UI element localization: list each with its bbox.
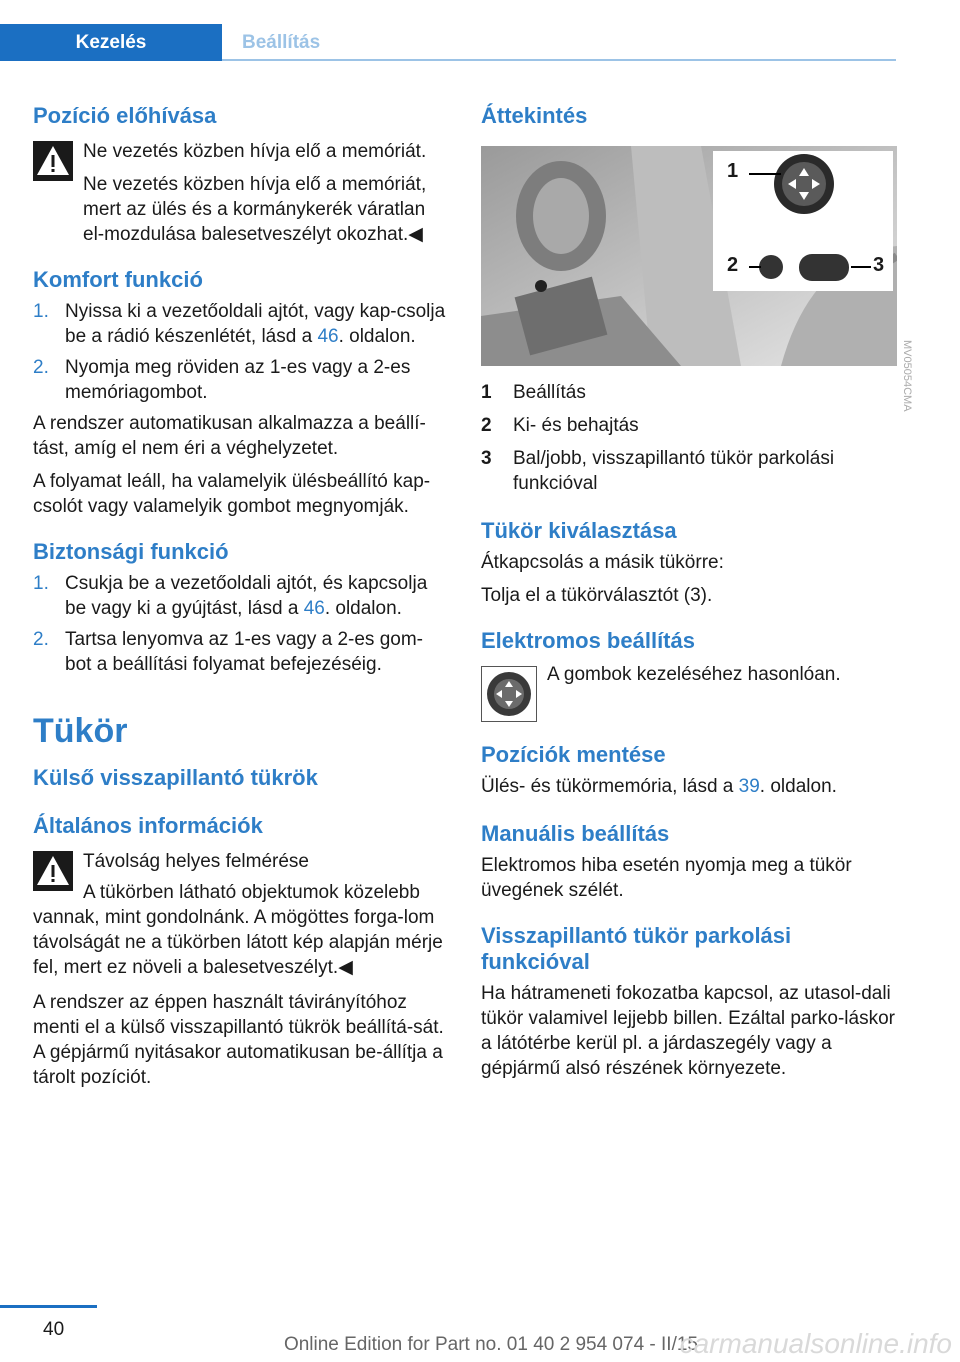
paragraph: A rendszer az éppen használt távirányítóhoz menti el a külső visszapillantó tükrök beállítá‐sát. A gépjármű nyitásakor automatikusan be‐állítja a tárolt pozíciót. bbox=[33, 992, 444, 1088]
page-link[interactable]: 39 bbox=[738, 776, 760, 797]
page-link[interactable]: 46 bbox=[317, 326, 339, 347]
paragraph: A rendszer automatikusan alkalmazza a beállí‐tást, amíg el nem éri a véghelyzetet. bbox=[33, 413, 426, 459]
komfort-list bbox=[33, 299, 447, 405]
warning-icon bbox=[33, 851, 73, 891]
heading-komfort: Komfort funkció bbox=[33, 267, 203, 292]
right-column bbox=[481, 100, 913, 1081]
list-item: 1. Csukja be a vezetőoldali ajtót, és kapcsolja be vagy ki a gyújtást, lásd a 46. oldalon. bbox=[33, 573, 428, 619]
warning-icon bbox=[33, 141, 73, 181]
legend-item: 3 Bal/jobb, visszapillantó tükör parkolási funkcióval bbox=[481, 448, 835, 494]
door-panel-illustration bbox=[481, 146, 897, 366]
page-link[interactable]: 46 bbox=[303, 598, 325, 619]
tab-beallitas[interactable]: Beállítás bbox=[242, 32, 321, 53]
tab-kezeles[interactable]: Kezelés bbox=[0, 24, 222, 61]
callout-3: 3 bbox=[873, 254, 885, 276]
heading-mentese: Pozíciók mentése bbox=[481, 742, 666, 767]
heading-attekintes: Áttekintés bbox=[481, 103, 588, 128]
warning-block bbox=[33, 849, 447, 980]
callout-2: 2 bbox=[727, 254, 739, 276]
heading-tukor: Tükör bbox=[33, 712, 128, 750]
callout-1: 1 bbox=[727, 160, 739, 182]
control-note bbox=[481, 662, 897, 732]
heading-parkolasi: Visszapillantó tükör parkolási funkcióval bbox=[481, 923, 792, 974]
footer-rule bbox=[0, 1305, 97, 1308]
figure-code: MV05054CMA bbox=[901, 340, 913, 412]
paragraph: A gombok kezeléséhez hasonlóan. bbox=[547, 664, 841, 685]
heading-kivalasztas: Tükör kiválasztása bbox=[481, 518, 677, 543]
heading-manualis: Manuális beállítás bbox=[481, 821, 670, 846]
page-number: 40 bbox=[43, 1319, 65, 1340]
list-item: 2. Tartsa lenyomva az 1-es vagy a 2-es gom‐bot a beállítási folyamat befejezéséig. bbox=[33, 629, 423, 675]
watermark: carmanualsonline.info bbox=[679, 1328, 952, 1359]
warning-title: Távolság helyes felmérése bbox=[83, 851, 309, 872]
list-item: 2. Nyomja meg röviden az 1-es vagy a 2-es memóriagombot. bbox=[33, 357, 411, 403]
mirror-control-icon bbox=[481, 666, 537, 722]
warning-text: Ne vezetés közben hívja elő a memóriát, mert az ülés és a kormánykerék váratlan el‐mozdulása balesetveszélyt okozhat.◀ bbox=[83, 174, 427, 245]
warning-block bbox=[33, 139, 447, 247]
warning-title: Ne vezetés közben hívja elő a memóriát. bbox=[83, 141, 427, 162]
paragraph: A folyamat leáll, ha valamelyik ülésbeállító kap‐csolót vagy valamelyik gombot megnyomják. bbox=[33, 471, 431, 517]
paragraph: Átkapcsolás a másik tükörre: bbox=[481, 552, 724, 573]
paragraph: Ülés- és tükörmemória, lásd a 39. oldalon. bbox=[481, 776, 837, 797]
paragraph: Ha hátrameneti fokozatba kapcsol, az utasol‐dali tükör valamivel lejjebb billen. Ezáltal parko‐láskor a látótérbe kerül pl. a járdaszegély vagy a gépjármű alsó részének környezete. bbox=[481, 983, 895, 1079]
warning-text: A tükörben látható objektumok közelebb vannak, mint gondolnánk. A mögöttes forga‐lom távolságát ne a tükörben látott kép alapján mérje fel, mert ez növeli a balesetveszélyt.◀ bbox=[33, 882, 443, 978]
list-item: 1. Nyissa ki a vezetőoldali ajtót, vagy kap‐csolja be a rádió készenlétét, lásd a 46. oldalon. bbox=[33, 301, 446, 347]
biztonsagi-list bbox=[33, 571, 447, 677]
mirror-controls-figure bbox=[481, 146, 897, 366]
legend-item: 1 Beállítás bbox=[481, 382, 586, 403]
tab-underline bbox=[222, 59, 896, 61]
heading-pozicio: Pozíció előhívása bbox=[33, 103, 217, 128]
legend-item: 2 Ki- és behajtás bbox=[481, 415, 639, 436]
figure-legend bbox=[481, 380, 897, 496]
heading-altalanos: Általános információk bbox=[33, 813, 263, 838]
heading-kulso: Külső visszapillantó tükrök bbox=[33, 765, 318, 790]
edition-text: Online Edition for Part no. 01 40 2 954 074 - II/15 bbox=[283, 1334, 698, 1355]
paragraph: Elektromos hiba esetén nyomja meg a tükör üvegének szélét. bbox=[481, 855, 852, 901]
heading-elektromos: Elektromos beállítás bbox=[481, 628, 695, 653]
paragraph: Tolja el a tükörválasztót (3). bbox=[481, 585, 713, 606]
left-column bbox=[33, 100, 447, 1090]
heading-biztonsagi: Biztonsági funkció bbox=[33, 539, 229, 564]
